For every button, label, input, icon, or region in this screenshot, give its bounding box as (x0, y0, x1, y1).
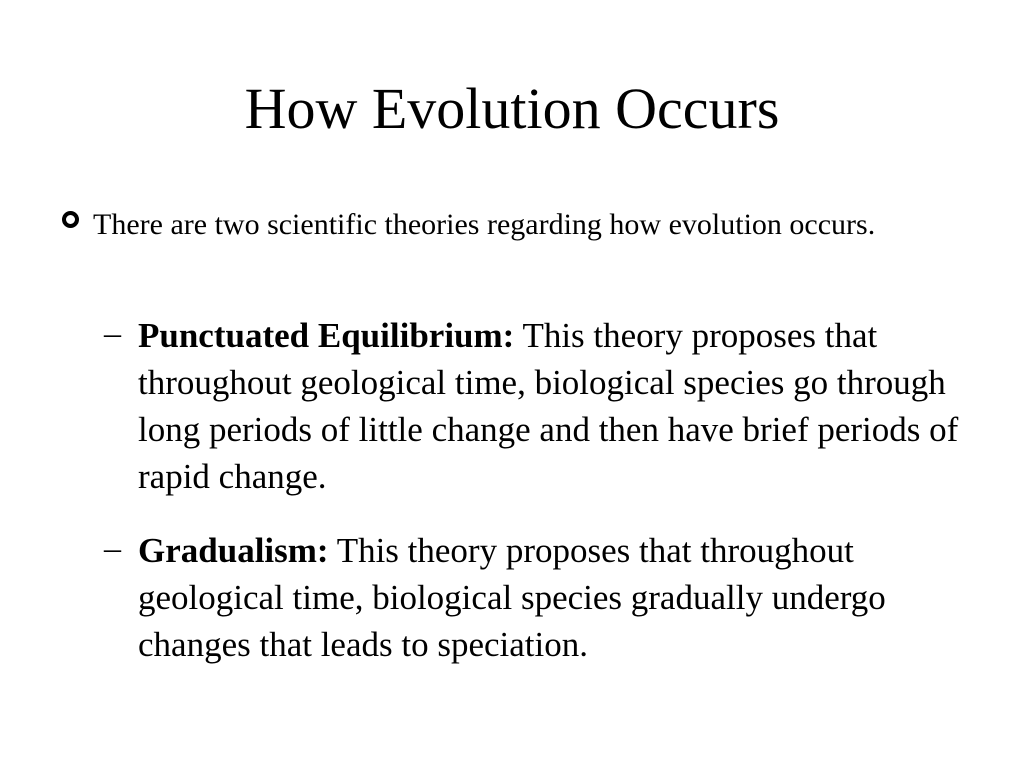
main-bullet-text: There are two scientific theories regarding how evolution occurs. (93, 208, 876, 241)
subpoint-term: Gradualism: (138, 531, 329, 570)
dash-bullet-icon: – (104, 530, 121, 567)
subpoint-text (138, 527, 968, 668)
subpoint-description: This theory proposes that throughout geological time, biological species gradually undergo changes that leads to speciation. (138, 531, 886, 664)
subpoint-text (138, 312, 968, 500)
subpoint-description: This theory proposes that throughout geological time, biological species go through long periods of little change and then have brief periods of rapid change. (138, 316, 959, 496)
ring-bullet-icon (62, 211, 79, 228)
slide-title: How Evolution Occurs (244, 76, 780, 141)
subpoint-term: Punctuated Equilibrium: (138, 316, 515, 355)
dash-bullet-icon: – (104, 315, 121, 352)
